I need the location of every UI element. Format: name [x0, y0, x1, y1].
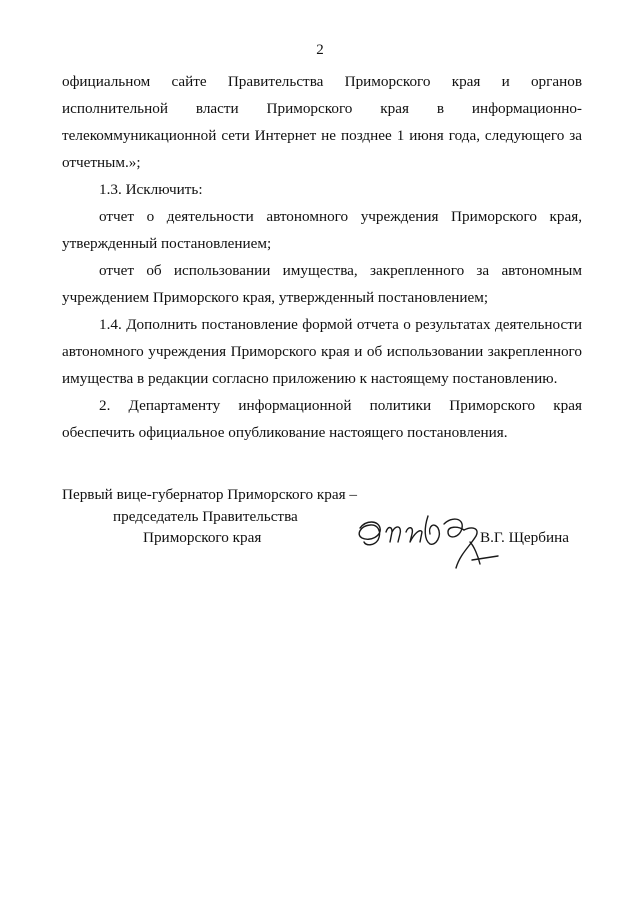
signature-block — [62, 486, 582, 576]
paragraph-excluded-report-property: отчет об использовании имущества, закрепленного за автономным учреждением Приморского края, утвержденный постановлением; — [62, 262, 582, 306]
paragraph-continuation: официальном сайте Правительства Приморского края и органов исполнительной власти Приморского края в информационно-телекоммуникационной сети Интернет не позднее 1 июня года, следующего за отчетным.»; — [62, 73, 582, 171]
paragraph-item-2: 2. Департаменту информационной политики Приморского края обеспечить официальное опубликование настоящего постановления. — [62, 397, 582, 441]
page-number: 2 — [316, 42, 324, 58]
signatory-position-line-3: Приморского края — [143, 529, 262, 546]
paragraph-item-1-4: 1.4. Дополнить постановление формой отчета о результатах деятельности автономного учреждения Приморского края и об использовании закрепленного имущества в редакции согласно приложению к настоящему постановлению. — [62, 316, 582, 387]
signatory-position-line-1: Первый вице-губернатор Приморского края – — [62, 486, 357, 503]
paragraph-item-1-3: 1.3. Исключить: — [99, 181, 203, 198]
paragraph-excluded-report-activity: отчет о деятельности автономного учреждения Приморского края, утвержденный постановлением; — [62, 208, 582, 252]
signatory-name: В.Г. Щербина — [480, 529, 569, 546]
signatory-position-line-2: председатель Правительства — [113, 508, 298, 525]
document-body — [62, 68, 582, 446]
